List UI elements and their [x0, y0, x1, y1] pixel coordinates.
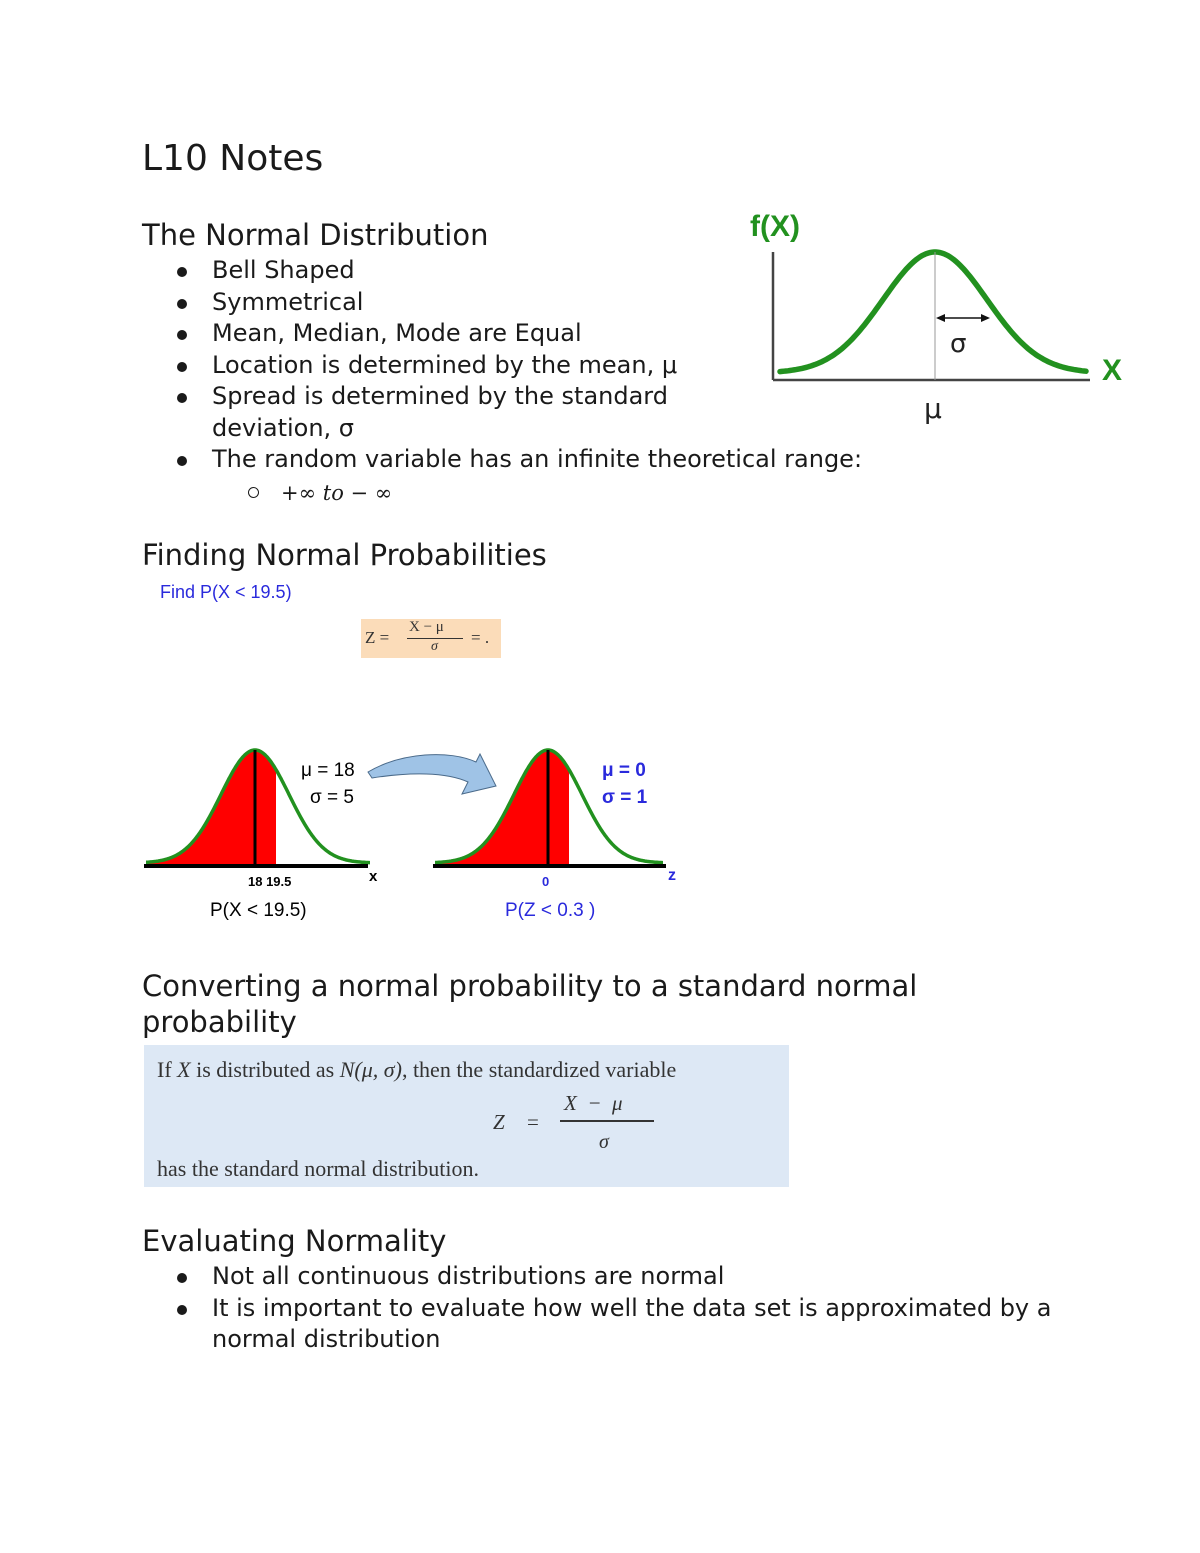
- mu-label: μ: [924, 392, 942, 425]
- left-axis-label: X: [369, 868, 378, 885]
- theorem-z: Z: [493, 1110, 505, 1134]
- list-item-continuation: normal distribution: [212, 1325, 441, 1353]
- list-item: Symmetrical: [142, 287, 902, 319]
- standardization-figure: [140, 738, 700, 928]
- theorem-line-1: If X is distributed as N(μ, σ), then the standardized variable: [157, 1057, 677, 1082]
- theorem-line-3: has the standard normal distribution.: [157, 1156, 479, 1181]
- heading-line-1: Converting a normal probability to a standard normal: [142, 969, 918, 1003]
- section-heading-finding: Finding Normal Probabilities: [142, 538, 547, 572]
- transform-arrow-icon: [368, 754, 496, 794]
- list-item: Bell Shaped: [142, 255, 902, 287]
- right-sigma-label: σ = 1: [602, 787, 648, 808]
- sigma-label: σ: [950, 329, 967, 359]
- left-tick-label: 18 19.5: [248, 874, 292, 889]
- theorem-fraction-bar: [560, 1120, 654, 1122]
- hollow-bullet-icon: [248, 487, 259, 498]
- list-item: Location is determined by the mean, μ: [142, 350, 902, 382]
- left-mu-label: μ = 18: [301, 760, 355, 781]
- theorem-denominator: σ: [599, 1131, 609, 1153]
- formula-lhs: Z =: [365, 628, 390, 647]
- sub-bullet-range: +∞ to − ∞: [248, 481, 392, 505]
- arrow-head-right-icon: [981, 314, 990, 322]
- list-item: Mean, Median, Mode are Equal: [142, 318, 902, 350]
- fx-axis-label: f(X): [750, 210, 800, 243]
- bell-curve: [780, 252, 1086, 372]
- right-mu-label: μ = 0: [602, 760, 646, 781]
- right-prob-label: P(Z < 0.3 ): [505, 900, 596, 921]
- page-title: L10 Notes: [142, 138, 324, 179]
- formula-tail: = .: [471, 628, 490, 647]
- x-axis-label: X: [1102, 354, 1123, 387]
- list-item: It is important to evaluate how well the data set is approximated by a: [142, 1293, 1102, 1325]
- section-heading-evaluating: Evaluating Normality: [142, 1224, 447, 1258]
- z-formula-box: [361, 619, 501, 658]
- left-sigma-label: σ = 5: [310, 787, 354, 808]
- list-item-continuation: deviation, σ: [212, 413, 355, 442]
- section-heading-normal-distribution: The Normal Distribution: [142, 218, 489, 252]
- formula-denominator: σ: [431, 639, 438, 654]
- evaluating-bullets: [142, 1261, 1102, 1356]
- theorem-numerator: X − μ: [564, 1091, 623, 1115]
- list-item: The random variable has an infinite theoretical range:: [142, 444, 902, 476]
- formula-numerator: X − μ: [409, 619, 444, 635]
- list-item: Not all continuous distributions are normal: [142, 1261, 1102, 1293]
- right-tick-label: 0: [542, 874, 550, 889]
- standardization-theorem-box: [144, 1045, 789, 1187]
- normal-curve-figure: [740, 200, 1140, 440]
- list-item: Spread is determined by the standard: [142, 381, 902, 413]
- theorem-equals: =: [527, 1110, 539, 1134]
- find-label: Find P(X < 19.5): [160, 582, 292, 602]
- section-heading-converting: [142, 968, 917, 1040]
- arrow-head-left-icon: [936, 314, 945, 322]
- right-axis-label: Z: [668, 867, 676, 884]
- heading-line-2: probability: [142, 1005, 297, 1039]
- left-prob-label: P(X < 19.5): [210, 900, 307, 921]
